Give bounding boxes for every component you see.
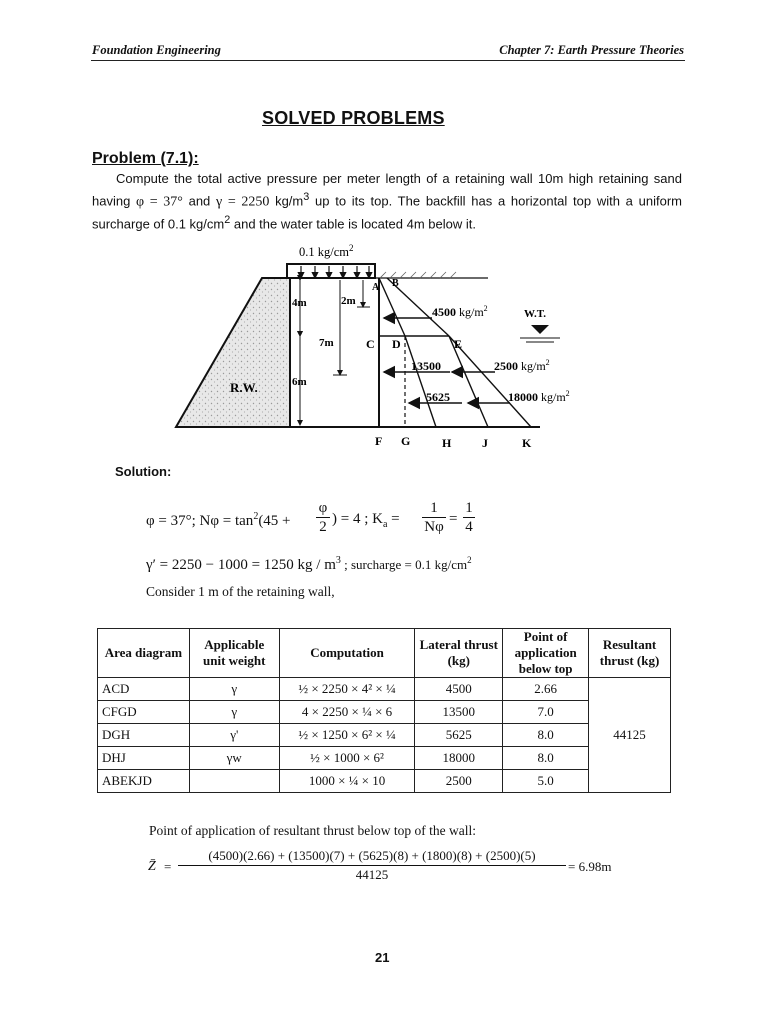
problem-text-4: up to its top. The backfill has a horizontal top with a uniform surcharge of 0.1 kg/cm xyxy=(92,193,682,232)
point-j: J xyxy=(482,436,488,450)
eq1-part-a: φ = 37°; $N\varphi = \tan^2(45$ + xyxy=(146,511,291,529)
cell-area: ABEKJD xyxy=(98,770,190,793)
cell-thrust: 2500 xyxy=(415,770,503,793)
zbar-fraction xyxy=(178,847,566,884)
col-header: Computation xyxy=(279,629,415,678)
cell-area: ACD xyxy=(98,678,190,701)
zbar-result: = 6.98m xyxy=(568,859,612,874)
equation-2: γ′ = 2250 − 1000 = 1250 kg / $m^3$ ; surcharge = 0.1 $kg/cm^2$ xyxy=(146,555,472,573)
cell-point: 8.0 xyxy=(503,747,589,770)
table-header-row xyxy=(98,629,671,678)
eq1-equals: = xyxy=(449,511,458,527)
cell-thrust: 18000 xyxy=(415,747,503,770)
col-header: Lateral thrust (kg) xyxy=(415,629,503,678)
surcharge-box xyxy=(287,264,375,278)
table-row xyxy=(98,770,671,793)
cell-point: 2.66 xyxy=(503,678,589,701)
cell-unit: γ xyxy=(189,701,279,724)
problem-statement xyxy=(92,169,682,234)
cell-computation: ½ × 1000 × 6² xyxy=(279,747,415,770)
eq1-frac-1: 1 Nφ xyxy=(422,499,446,536)
value-5625: 5625 xyxy=(426,390,450,404)
table-row xyxy=(98,678,671,701)
table-row xyxy=(98,747,671,770)
cell-point: 7.0 xyxy=(503,701,589,724)
point-h: H xyxy=(442,436,452,450)
cell-point: 5.0 xyxy=(503,770,589,793)
point-g: G xyxy=(401,434,411,448)
problem-text-5: and the water table is located 4m below it. xyxy=(230,216,476,232)
zbar-denominator: 44125 xyxy=(355,867,389,882)
eq1-frac-phi: φ 2 xyxy=(316,499,330,536)
cell-unit xyxy=(189,770,279,793)
cell-thrust: 5625 xyxy=(415,724,503,747)
problem-heading: Problem (7.1): xyxy=(92,150,199,167)
value-2500: 2500 $kg/m^2$ xyxy=(494,358,550,373)
solution-heading: Solution: xyxy=(115,464,172,479)
cell-computation: ½ × 2250 × 4² × ¼ xyxy=(279,678,415,701)
consider-text: Consider 1 m of the retaining wall, xyxy=(146,584,335,599)
cell-resultant: 44125 xyxy=(589,678,671,793)
cell-unit: γ' xyxy=(189,724,279,747)
value-13500: 13500 xyxy=(411,359,441,373)
col-header: Resultant thrust (kg) xyxy=(589,629,671,678)
point-d: D xyxy=(392,337,401,351)
page-number: 21 xyxy=(375,950,390,965)
wall-label: R.W. xyxy=(230,380,258,395)
header-right: Chapter 7: Earth Pressure Theories xyxy=(499,43,684,57)
col-header: Applicable unit weight xyxy=(189,629,279,678)
header-left: Foundation Engineering xyxy=(92,43,221,57)
point-e: E xyxy=(454,337,463,351)
pressure-diagram xyxy=(379,278,531,427)
table-row xyxy=(98,724,671,747)
eq1-frac-2: 1 4 xyxy=(463,499,475,536)
problem-text-3: kg/m xyxy=(269,193,304,209)
header-rule xyxy=(91,60,685,61)
cell-thrust: 13500 xyxy=(415,701,503,724)
point-c: C xyxy=(366,337,375,351)
zbar-symbol: Z̄ xyxy=(148,859,156,874)
cell-area: DGH xyxy=(98,724,190,747)
col-header: Area diagram xyxy=(98,629,190,678)
zbar-equals: = xyxy=(164,859,172,874)
dimension-lines xyxy=(300,280,370,425)
problem-text-2: and xyxy=(182,193,217,209)
surcharge-label: 0.1 $kg/cm^2$ xyxy=(299,243,354,259)
zbar-numerator: (4500)(2.66) + (13500)(7) + (5625)(8) + (1800)(8) + (2500)(5) xyxy=(178,847,566,866)
zbar-equation xyxy=(148,847,628,887)
problem-sup-2: 2 xyxy=(224,214,231,227)
point-f: F xyxy=(375,434,383,448)
dim-4m: 4m xyxy=(292,297,307,309)
cell-unit: γw xyxy=(189,747,279,770)
point-k: K xyxy=(522,436,532,450)
dim-2m: 2m xyxy=(341,295,356,307)
cell-thrust: 4500 xyxy=(415,678,503,701)
retaining-wall-figure xyxy=(170,238,610,456)
water-table-symbol xyxy=(520,325,560,342)
table-row xyxy=(98,701,671,724)
col-header: Point of application below top xyxy=(503,629,589,678)
surcharge-arrows xyxy=(301,266,369,278)
gamma-expression: γ = 2250 xyxy=(216,194,270,210)
problem-sup-3: 3 xyxy=(303,191,310,203)
cell-point: 8.0 xyxy=(503,724,589,747)
point-of-application-text: Point of application of resultant thrust below top of the wall: xyxy=(149,823,476,838)
phi-expression: φ = 37° xyxy=(136,194,183,210)
value-4500: 4500 $kg/m^2$ xyxy=(432,304,488,319)
dim-6m: 6m xyxy=(292,376,307,388)
dim-7m: 7m xyxy=(319,337,334,349)
value-18000: 18000 $kg/m^2$ xyxy=(508,389,570,404)
cell-computation: 1000 × ¼ × 10 xyxy=(279,770,415,793)
page-title: SOLVED PROBLEMS xyxy=(262,108,445,128)
cell-unit: γ xyxy=(189,678,279,701)
point-a: A xyxy=(372,282,380,293)
cell-computation: ½ × 1250 × 6² × ¼ xyxy=(279,724,415,747)
cell-area: DHJ xyxy=(98,747,190,770)
eq1-part-c: ) = 4 ; $K_a$ = xyxy=(332,511,400,530)
problem-text-1: Compute the total active pressure per meter length of a retaining wall 10m high retaining sand having xyxy=(92,171,682,209)
thrust-table xyxy=(97,628,671,793)
cell-computation: 4 × 2250 × ¼ × 6 xyxy=(279,701,415,724)
wt-label: W.T. xyxy=(524,308,547,320)
point-b: B xyxy=(392,278,399,289)
retaining-wall xyxy=(176,278,290,427)
cell-area: CFGD xyxy=(98,701,190,724)
